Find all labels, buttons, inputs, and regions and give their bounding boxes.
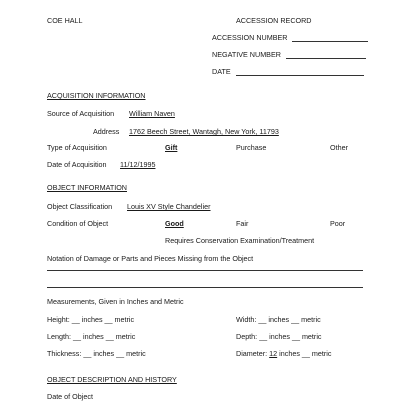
diameter-label: Diameter: [236,349,268,358]
negative-number-label: NEGATIVE NUMBER [212,50,281,59]
object-heading: OBJECT INFORMATION [47,183,127,192]
depth-row[interactable] [236,332,322,341]
length-value: __ inches __ metric [72,332,136,341]
height-value: __ inches __ metric [71,315,135,324]
type-option-other[interactable]: Other [330,143,348,152]
measurements-heading: Measurements, Given in Inches and Metric [47,297,184,306]
acq-date-label: Date of Acquisition [47,160,107,169]
length-row[interactable] [47,332,135,341]
date-label: DATE [212,67,231,76]
source-label: Source of Acquisition [47,109,115,118]
acq-date-value: 11/12/1995 [120,160,156,169]
height-label: Height: [47,315,70,324]
date-row [212,67,364,76]
width-label: Width: [236,315,257,324]
damage-label: Notation of Damage or Parts and Pieces Missing from the Object [47,254,254,263]
negative-number-row [212,50,366,59]
condition-option-fair[interactable]: Fair [236,219,249,228]
condition-option-good[interactable]: Good [165,219,184,228]
date-field[interactable] [236,67,364,76]
conservation-note[interactable]: Requires Conservation Examination/Treatment [165,236,315,245]
description-heading: OBJECT DESCRIPTION AND HISTORY [47,375,177,384]
accession-number-label: ACCESSION NUMBER [212,33,288,42]
width-row[interactable] [236,315,321,324]
date-of-object-label: Date of Object [47,392,93,401]
thickness-row[interactable] [47,349,146,358]
classification-value: Louis XV Style Chandelier [127,202,211,211]
type-option-gift[interactable]: Gift [165,143,178,152]
condition-option-poor[interactable]: Poor [330,219,346,228]
type-label: Type of Acquisition [47,143,107,152]
damage-line-1[interactable] [47,270,363,271]
diameter-units: inches __ metric [279,349,332,358]
classification-label: Object Classification [47,202,113,211]
length-label: Length: [47,332,71,341]
thickness-label: Thickness: [47,349,82,358]
height-row[interactable] [47,315,134,324]
address-label: Address [93,127,120,136]
address-value: 1762 Beech Street, Wantagh, New York, 11793 [129,127,279,136]
accession-number-row [212,33,368,42]
depth-label: Depth: [236,332,258,341]
diameter-value: 12 [269,349,278,358]
depth-value: __ inches __ metric [259,332,322,341]
type-option-purchase[interactable]: Purchase [236,143,267,152]
width-value: __ inches __ metric [258,315,321,324]
thickness-value: __ inches __ metric [83,349,146,358]
record-title: ACCESSION RECORD [236,16,312,25]
acquisition-heading: ACQUISITION INFORMATION [47,91,146,100]
source-value: William Naven [129,109,175,118]
damage-line-2[interactable] [47,287,363,288]
negative-number-field[interactable] [286,50,366,59]
accession-number-field[interactable] [292,33,368,42]
diameter-row[interactable] [236,349,332,358]
condition-label: Condition of Object [47,219,109,228]
org-name: COE HALL [47,16,83,25]
